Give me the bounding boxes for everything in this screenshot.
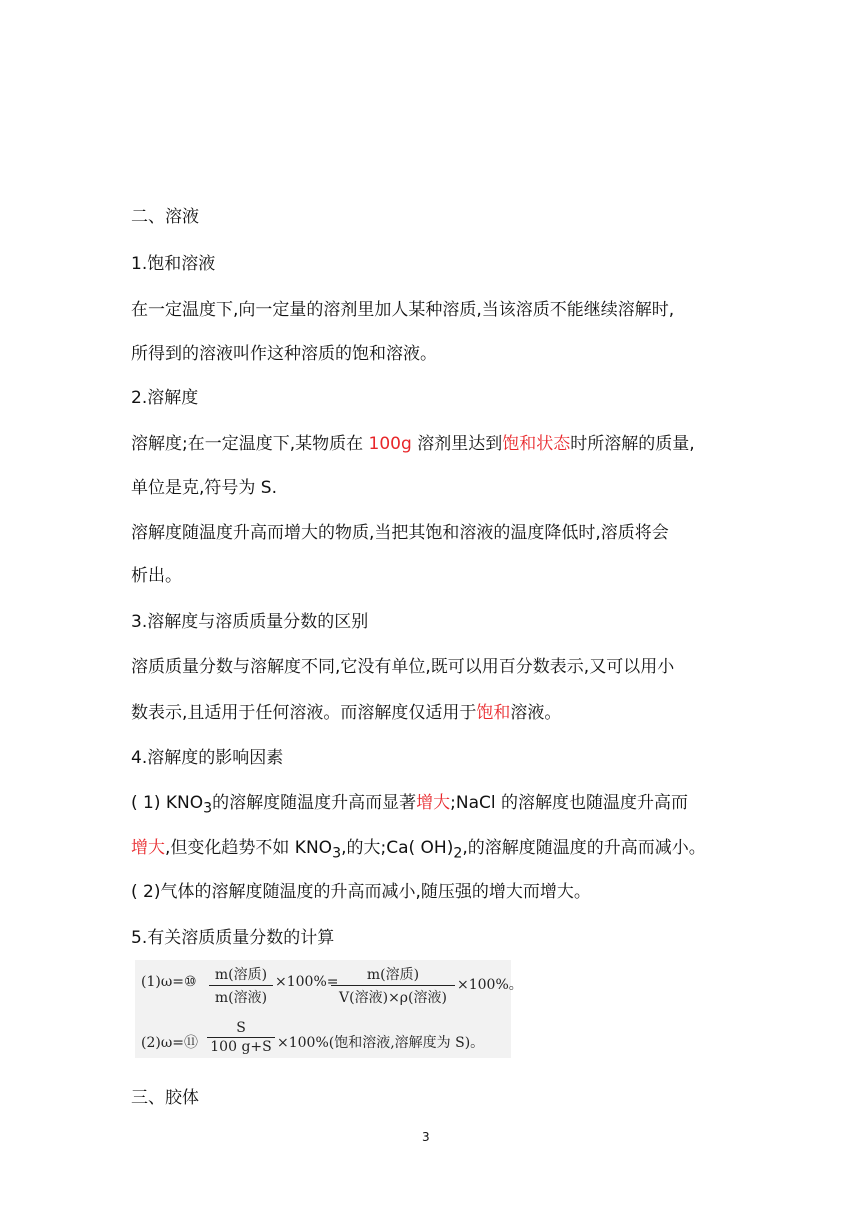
text-run: 数表示,且适用于任何溶液。而溶解度仅适用于	[131, 703, 477, 723]
formula-1-label: (1)ω=⑩	[141, 974, 197, 990]
denominator: 100 g+S	[210, 1039, 272, 1055]
highlight-text: 增大	[131, 838, 165, 858]
denominator: m(溶液)	[214, 990, 268, 1006]
highlight-text: 饱和状态	[502, 434, 571, 454]
heading-influencing-factors: 4.溶解度的影响因素	[131, 748, 284, 768]
text-run: 溶液。	[510, 703, 562, 723]
formula-2-suffix: ×100%(饱和溶液,溶解度为 S)。	[277, 1035, 485, 1051]
highlight-text: 增大	[416, 793, 451, 813]
heading-mass-fraction-calculation: 5.有关溶质质量分数的计算	[131, 928, 335, 948]
section-heading-solution: 二、溶液	[131, 207, 199, 227]
paragraph-line: 单位是克,符号为 S.	[131, 478, 278, 498]
highlight-text: 饱和	[476, 703, 511, 723]
paragraph-line	[131, 791, 688, 820]
formula-1-fraction-2	[331, 964, 455, 1007]
numerator: m(溶质)	[331, 964, 455, 986]
heading-solubility-vs-mass-fraction: 3.溶解度与溶质质量分数的区别	[131, 612, 369, 632]
paragraph-line: 在一定温度下,向一定量的溶剂里加人某种溶质,当该溶质不能继续溶解时,	[131, 300, 675, 320]
formula-1-suffix: ×100%。	[457, 977, 523, 993]
formula-1-fraction-1	[209, 964, 273, 1007]
paragraph-line	[131, 836, 706, 865]
heading-saturated-solution: 1.饱和溶液	[131, 254, 216, 274]
formula-2-label: (2)ω=⑪	[141, 1035, 198, 1051]
text-run: 的溶解度随温度升高而显著	[212, 793, 417, 813]
paragraph-line: 溶质质量分数与溶解度不同,它没有单位,既可以用百分数表示,又可以用小	[131, 657, 675, 677]
paragraph-line: 所得到的溶液叫作这种溶质的饱和溶液。	[131, 344, 437, 364]
heading-solubility: 2.溶解度	[131, 388, 199, 408]
formula-image	[135, 960, 523, 1058]
text-run: 溶剂里达到	[411, 434, 503, 454]
subscript: 3	[203, 800, 213, 817]
page-number: 3	[422, 1130, 430, 1144]
formula-1-operator: ×100%=	[275, 974, 339, 990]
highlight-text: 100g	[368, 434, 412, 454]
section-heading-colloid: 三、胶体	[131, 1088, 199, 1108]
text-run: ,的溶解度随温度的升高而减小。	[462, 838, 706, 858]
numerator: m(溶质)	[209, 964, 273, 986]
text-run: ;NaCl 的溶解度也随温度升高而	[450, 793, 689, 813]
subscript: 2	[453, 845, 463, 862]
paragraph-line: ( 2)气体的溶解度随温度的升高而减小,随压强的增大而增大。	[131, 882, 591, 902]
text-run: ,的大;Ca( OH)	[341, 838, 454, 858]
text-run: 时所溶解的质量,	[570, 434, 695, 454]
paragraph-line: 析出。	[131, 566, 182, 586]
denominator: V(溶液)×ρ(溶液)	[339, 990, 447, 1006]
text-run: ( 1) KNO	[131, 793, 204, 813]
paragraph-line: 溶解度随温度升高而增大的物质,当把其饱和溶液的温度降低时,溶质将会	[131, 523, 669, 543]
numerator: S	[207, 1020, 275, 1038]
subscript: 3	[332, 845, 342, 862]
text-run: 溶解度;在一定温度下,某物质在	[131, 434, 369, 454]
paragraph-line	[131, 432, 695, 456]
text-run: ,但变化趋势不如 KNO	[165, 838, 333, 858]
paragraph-line	[131, 701, 561, 725]
formula-2-fraction	[207, 1020, 275, 1055]
